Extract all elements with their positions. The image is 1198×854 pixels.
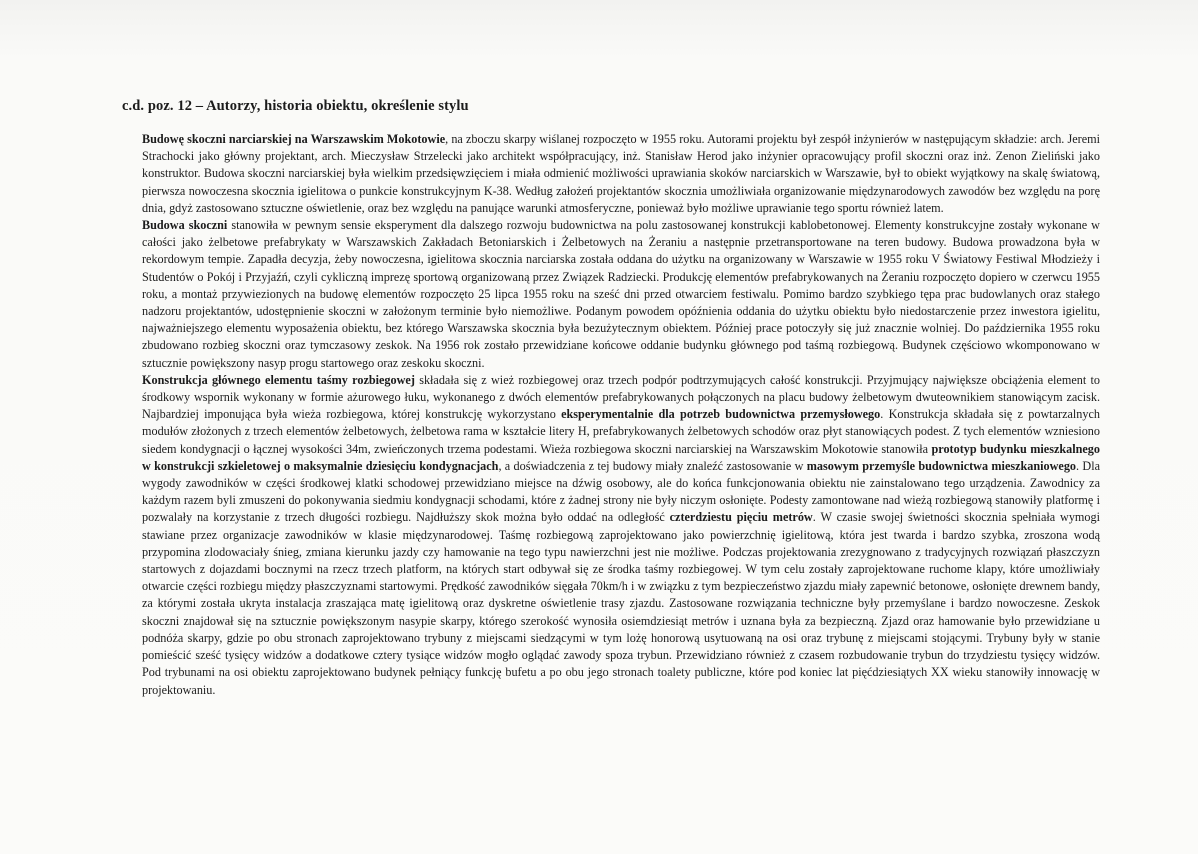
text-run: , a doświadczenia z tej budowy miały znaleźć zastosowanie w [498, 458, 807, 473]
text-run: . Konstrukcja składała się z powtarzalnych modułów złożonych z trzech elementów żelbetowych, żelbetowa rama w kształcie litery H, prefabrykowanych żelbetowych schodów oraz płyt stanowiących podest. Z tych elementów wzniesiono siedem kondygnacji o łącznej wysokości 34m, zwieńczonych trzema podestami. Wieża rozbiegowa skoczni narciarskiej na Warszawskim Mokotowie stanowiła [142, 407, 1100, 456]
document-body [142, 131, 1100, 699]
bold-phrase: Budowę skoczni narciarskiej na Warszawskim Mokotowie [142, 132, 446, 146]
paragraph-structure [142, 372, 1100, 699]
text-run: składała się z wież rozbiegowej oraz trzech podpór podtrzymujących całość konstrukcji. Przyjmujący największe obciążenia element to środkowy wspornik wykonany w formie ażurowego łuku, wykonanego z dwóch elementów prefabrykowanych połączonych na placu budowy żelbetowym dwuteownikiem stanowiącym zacisk. Najbardziej imponująca była wieża rozbiegowa, której konstrukcję wykorzystano [142, 372, 1100, 422]
text-run: . W czasie swojej świetności skocznia spełniała wymogi stawiane przez organizacje zawodników w klasie międzynarodowej. Taśmę rozbiegową zaprojektowano jako powierzchnię igielitową, która jest twarda i bardzo szybka, zroszona wodą przypomina zlodowaciały śnieg, zmiana kierunku jazdy czy hamowanie na tego typu nawierzchni jest nie możliwe. Podczas projektowania zrezygnowano z tradycyjnych rozwiązań płaszczyzn startowych z dojazdami bocznymi na rzecz trzech platform, na których start odbywał się ze środka taśmy rozbiegowej. W tym celu zostały zaprojektowane ruchome klapy, które umożliwiały otwarcie części rozbiegu między płaszczyznami startowymi. Prędkość zawodników sięgała 70km/h i w związku z tym bezpieczeństwo zjazdu miały zapewnić betonowe, osłonięte drewnem bandy, za którymi została ukryta instalacja zraszająca matę igielitową oraz dyskretne oświetlenie trasy zjazdu. Zastosowane rozwiązania techniczne były przemyślane i bardzo nowoczesne. Zeskok skoczni znajdował się na sztucznie powiększonym nasypie skarpy, którego szerokość wynosiła osiemdziesiąt metrów i uznana była za bezpieczną. Zjazd oraz hamowanie było przewidziane u podnóża skarpy, gdzie po obu stronach zaprojektowano trybuny z miejscami siedzącymi w tym lożę honorową usytuowaną na osi oraz trybunę z miejscami stojącymi. Trybuny były w stanie pomieścić sześć tysięcy widzów a dodatkowe cztery tysiące widzów mogło oglądać zawody spoza trybun. Przewidziano również z czasem rozbudowanie trybun do trzydziestu tysięcy widzów. Pod trybunami na osi obiektu zaprojektowano budynek pełniący funkcję bufetu a po obu jego stronach toalety publiczne, które pod koniec lat pięćdziesiątych XX wieku stanowiły innowację w projektowaniu. [142, 510, 1100, 697]
bold-phrase: eksperymentalnie dla potrzeb budownictwa przemysłowego [561, 407, 881, 422]
section-heading: c.d. poz. 12 – Autorzy, historia obiektu, określenie stylu [122, 98, 469, 114]
bold-phrase: Konstrukcja głównego elementu taśmy rozbiegowej [142, 372, 415, 387]
text-run: stanowiła w pewnym sensie eksperyment dla dalszego rozwoju budownictwa na polu zastosowanej konstrukcji kablobetonowej. Elementy konstrukcyjne zostały wykonane w całości jako żelbetowe prefabrykaty w Warszawskich Zakładach Betoniarskich i Żelbetowych na Żeraniu a następnie przetransportowane na teren budowy. Budowa prowadzona była w rekordowym tempie. Zapadła decyzja, żeby nowoczesna, igielitowa skocznia narciarska została oddana do użytku na organizowany w Warszawie w 1955 roku V Światowy Festiwal Młodzieży i Studentów o Pokój i Przyjaźń, czyli cykliczną imprezę sportową organizowaną przez Związek Radziecki. Produkcję elementów prefabrykowanych na Żeraniu rozpoczęto dopiero w czerwcu 1955 roku, a montaż przywiezionych na budowę elementów rozpoczęto 25 lipca 1955 roku na sześć dni przed otwarciem festiwalu. Pomimo bardzo szybkiego tępa prac budowlanych oraz stałego nadzoru projektantów, udostępnienie skoczni w założonym terminie było niemożliwe. Podanym powodem opóźnienia oddania do użytku obiektu było niedostarczenie przez inwestora igielitu, najważniejszego elementu wyposażenia obiektu, bez którego Warszawska skocznia była bezużytecznym obiektem. Później prace potoczyły się już znacznie wolniej. Do października 1955 roku zbudowano rozbieg skoczni oraz tymczasowy zeskok. Na 1956 rok zostało przewidziane końcowe oddanie budynku głównego pod taśmą rozbiegową. Budynek częściowo wkomponowano w sztucznie powiększony nasyp progu startowego oraz zeskoku skoczni. [142, 218, 1100, 370]
paragraph-authors [142, 131, 1100, 217]
paragraph-construction [142, 217, 1100, 372]
bold-phrase: Budowa skoczni [142, 218, 228, 233]
text-run: , na zboczu skarpy wiślanej rozpoczęto w 1955 roku. Autorami projektu był zespół inżynierów w następującym składzie: arch. Jeremi Strachocki jako główny projektant, arch. Mieczysław Strzelecki jako architekt współpracujący, inż. Stanisław Herod jako inżynier opracowujący profil skoczni oraz inż. Zenon Zieliński jako konstruktor. Budowa skoczni narciarskiej była wielkim przedsięwzięciem i miała odmienić możliwości uprawiania skoków narciarskich w Warszawie, był to obiekt wyjątkowy na skalę światową, pierwsza nowoczesna skocznia igielitowa o punkcie konstrukcyjnym K-38. Według założeń projektantów skocznia umożliwiała organizowanie międzynarodowych zawodów bez względu na porę dnia, gdyż zastosowano sztuczne oświetlenie, oraz bez względu na panujące warunki atmosferyczne, ponieważ było możliwe uprawianie tego sportu również latem. [142, 132, 1100, 215]
bold-phrase: czterdziestu pięciu metrów [669, 510, 813, 525]
text-run: . Dla wygody zawodników w części środkowej klatki schodowej przewidziano miejsce na dźwig osobowy, ale do końca funkcjonowania obiektu nie zainstalowano tego urządzenia. Zawodnicy za każdym razem byli zmuszeni do pokonywania siedmiu kondygnacji schodami, które z żadnej strony nie były niczym osłonięte. Podesty zamontowane nad wieżą rozbiegową stanowiły platformę i pozwalały na korzystanie z trzech długości rozbiegu. Najdłuższy skok można było oddać na odległość [142, 458, 1100, 525]
bold-phrase: prototyp budynku mieszkalnego w konstrukcji szkieletowej o maksymalnie dziesięciu kondygnacjach [142, 441, 1100, 473]
bold-phrase: masowym przemyśle budownictwa mieszkaniowego [806, 458, 1077, 473]
